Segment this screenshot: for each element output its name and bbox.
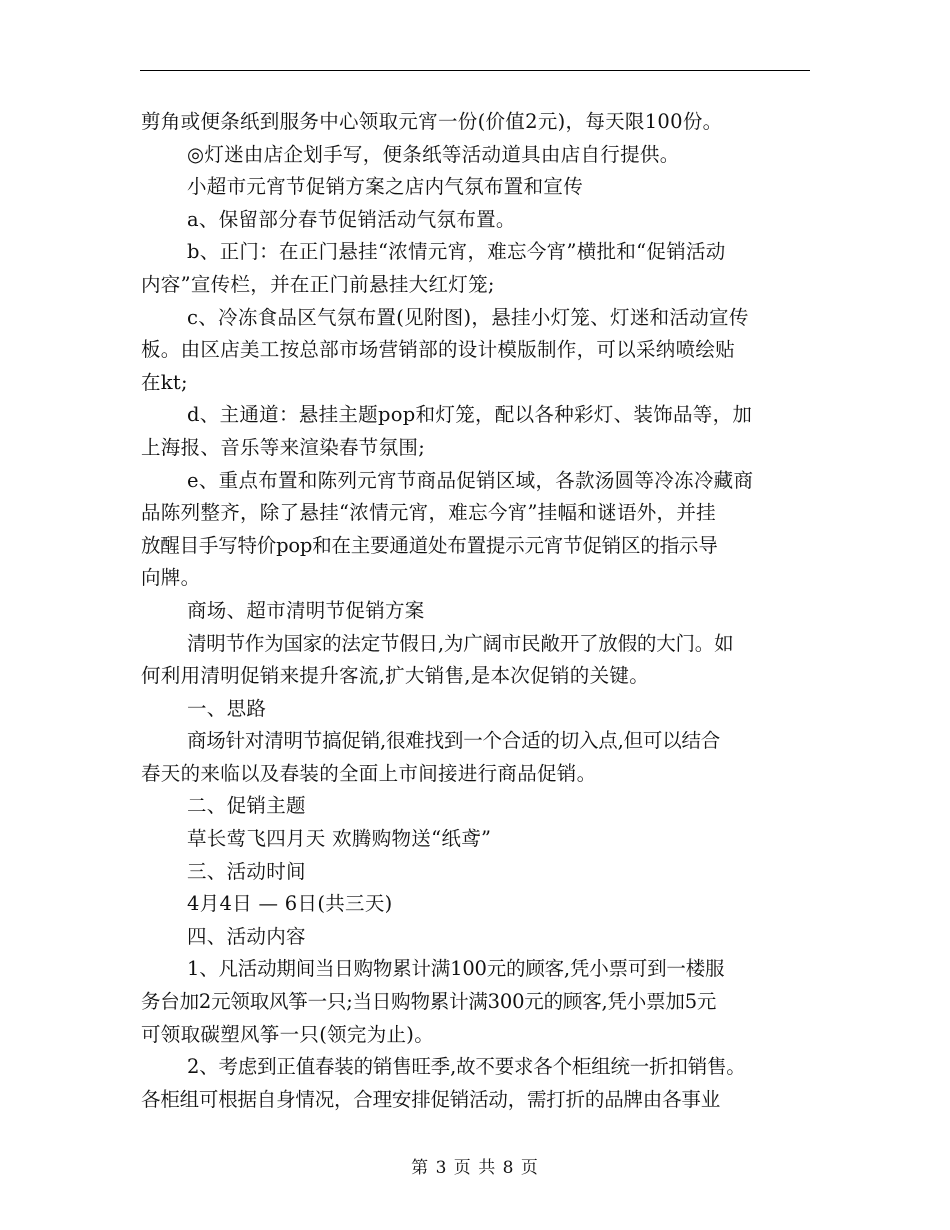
text-line: 4月4日 — 6日(共三天) xyxy=(187,892,393,916)
text-line: 剪角或便条纸到服务中心领取元宵一份(价值2元)，每天限100份。 xyxy=(141,110,723,133)
text-line: 可领取碳塑风筝一只(领完为止)。 xyxy=(141,1022,435,1046)
text-line: 板。由区店美工按总部市场营销部的设计模版制作，可以采纳喷绘贴 xyxy=(141,338,736,362)
section-heading: 一、思路 xyxy=(187,696,267,720)
text-line: 内容”宣传栏，并在正门前悬挂大红灯笼; xyxy=(141,272,495,296)
header-rule xyxy=(140,70,810,71)
text-line: 何利用清明促销来提升客流,扩大销售,是本次促销的关键。 xyxy=(141,664,649,688)
text-line: 在kt; xyxy=(141,370,188,394)
text-line: 1、凡活动期间当日购物累计满100元的顾客,凭小票可到一楼服 xyxy=(187,957,725,981)
text-line: 草长莺飞四月天 欢腾购物送“纸鸢” xyxy=(187,827,492,851)
text-line: c、冷冻食品区气氛布置(见附图)，悬挂小灯笼、灯迷和活动宣传 xyxy=(187,305,749,329)
text-line: 2、考虑到正值春装的销售旺季,故不要求各个柜组统一折扣销售。 xyxy=(187,1055,746,1079)
document-body xyxy=(141,106,811,1116)
text-line: d、主通道：悬挂主题pop和灯笼，配以各种彩灯、装饰品等，加 xyxy=(187,403,753,427)
text-line: 上海报、音乐等来渲染春节氛围; xyxy=(141,435,426,459)
page-number: 第 3 页 共 8 页 xyxy=(411,1158,539,1178)
text-line: 放醒目手写特价pop和在主要通道处布置提示元宵节促销区的指示导 xyxy=(141,533,718,557)
text-line: b、正门：在正门悬挂“浓情元宵，难忘今宵”横批和“促销活动 xyxy=(187,240,726,264)
text-line: 清明节作为国家的法定节假日,为广阔市民敞开了放假的大门。如 xyxy=(187,631,734,655)
text-line: e、重点布置和陈列元宵节商品促销区域，各款汤圆等冷冻冷藏商 xyxy=(187,468,754,492)
text-line: 春天的来临以及春装的全面上市间接进行商品促销。 xyxy=(141,761,597,785)
section-heading: 商场、超市清明节促销方案 xyxy=(187,598,425,622)
text-line: 各柜组可根据自身情况，合理安排促销活动，需打折的品牌由各事业 xyxy=(141,1087,721,1111)
text-line: ◎灯迷由店企划手写，便条纸等活动道具由店自行提供。 xyxy=(187,142,680,166)
text-line: 向牌。 xyxy=(141,566,201,590)
text-line: 务台加2元领取风筝一只;当日购物累计满300元的顾客,凭小票加5元 xyxy=(141,990,717,1014)
section-heading: 小超市元宵节促销方案之店内气氛布置和宣传 xyxy=(187,175,584,199)
text-line: a、保留部分春节促销活动气氛布置。 xyxy=(187,207,516,231)
text-line: 商场针对清明节搞促销,很难找到一个合适的切入点,但可以结合 xyxy=(187,729,721,753)
section-heading: 二、促销主题 xyxy=(187,794,306,818)
section-heading: 三、活动时间 xyxy=(187,859,306,883)
text-line: 品陈列整齐，除了悬挂“浓情元宵，难忘今宵”挂幅和谜语外，并挂 xyxy=(141,501,716,525)
section-heading: 四、活动内容 xyxy=(187,924,306,948)
